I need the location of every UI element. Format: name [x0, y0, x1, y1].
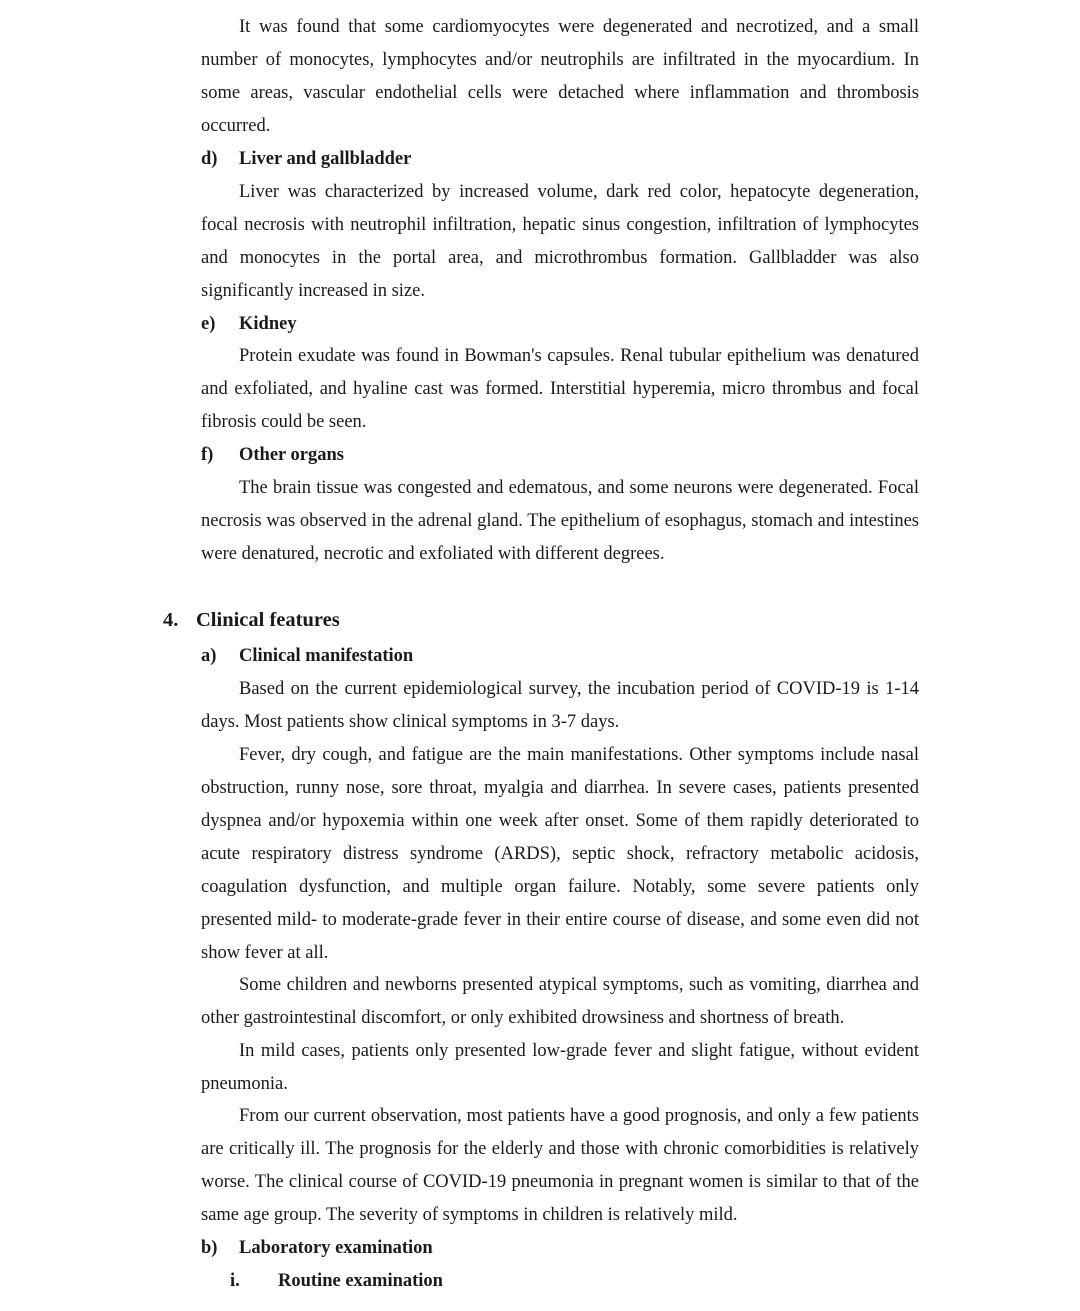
- heading-title: Clinical manifestation: [239, 646, 414, 666]
- heading-other-organs: [201, 439, 344, 472]
- heading-kidney: [201, 308, 297, 341]
- heading-marker: b): [201, 1238, 218, 1258]
- heading-title: Other organs: [239, 445, 345, 465]
- section-heading-clinical-features: [163, 604, 340, 637]
- heading-clinical-manifestation: [201, 640, 413, 673]
- heading-title: Liver and gallbladder: [239, 149, 412, 169]
- paragraph-incubation: Based on the current epidemiological survey, the incubation period of COVID-19 is 1-14 days. Most patients show clinical symptoms in 3-7 days.: [201, 679, 919, 732]
- heading-marker: e): [201, 314, 216, 334]
- paragraph-children: Some children and newborns presented atypical symptoms, such as vomiting, diarrhea and other gastrointestinal discomfort, or only exhibited drowsiness and shortness of breath.: [201, 975, 919, 1028]
- heading-marker: a): [201, 646, 217, 666]
- heading-marker: d): [201, 149, 218, 169]
- paragraph-symptoms: Fever, dry cough, and fatigue are the main manifestations. Other symptoms include nasal obstruction, runny nose, sore throat, myalgia and diarrhea. In severe cases, patients presented dyspnea and/or hypoxemia within one week after onset. Some of them rapidly deteriorated to acute respiratory distress syndrome (ARDS), septic shock, refractory metabolic acidosis, coagulation dysfunction, and multiple organ failure. Notably, some severe patients only presented mild- to moderate-grade fever in their entire course of disease, and some even did not show fever at all.: [201, 745, 919, 963]
- section-marker: 4.: [163, 609, 179, 631]
- paragraph-other-organs: The brain tissue was congested and edematous, and some neurons were degenerated. Focal necrosis was observed in the adrenal gland. The epithelium of esophagus, stomach and intestines were denatured, necrotic and exfoliated with different degrees.: [201, 478, 919, 564]
- heading-title: Laboratory examination: [239, 1238, 433, 1258]
- heading-routine-examination: [230, 1265, 443, 1298]
- heading-liver-gallbladder: [201, 143, 411, 176]
- heading-laboratory-examination: [201, 1232, 433, 1265]
- paragraph-myocardium: It was found that some cardiomyocytes were degenerated and necrotized, and a small number of monocytes, lymphocytes and/or neutrophils are infiltrated in the myocardium. In some areas, vascular endothelial cells were detached where inflammation and thrombosis occurred.: [201, 17, 919, 136]
- heading-title: Kidney: [239, 314, 297, 334]
- paragraph-prognosis: From our current observation, most patients have a good prognosis, and only a few patients are critically ill. The prognosis for the elderly and those with chronic comorbidities is relatively worse. The clinical course of COVID-19 pneumonia in pregnant women is similar to that of the same age group. The severity of symptoms in children is relatively mild.: [201, 1106, 919, 1225]
- heading-marker: f): [201, 445, 214, 465]
- paragraph-mild-cases: In mild cases, patients only presented low-grade fever and slight fatigue, without evident pneumonia.: [201, 1041, 919, 1094]
- heading-marker: i.: [230, 1271, 240, 1291]
- paragraph-kidney: Protein exudate was found in Bowman's capsules. Renal tubular epithelium was denatured and exfoliated, and hyaline cast was formed. Interstitial hyperemia, micro thrombus and focal fibrosis could be seen.: [201, 346, 919, 432]
- heading-title: Routine examination: [278, 1271, 443, 1291]
- section-title: Clinical features: [196, 609, 340, 631]
- paragraph-liver: Liver was characterized by increased volume, dark red color, hepatocyte degeneration, focal necrosis with neutrophil infiltration, hepatic sinus congestion, infiltration of lymphocytes and monocytes in the portal area, and microthrombus formation. Gallbladder was also significantly increased in size.: [201, 182, 919, 301]
